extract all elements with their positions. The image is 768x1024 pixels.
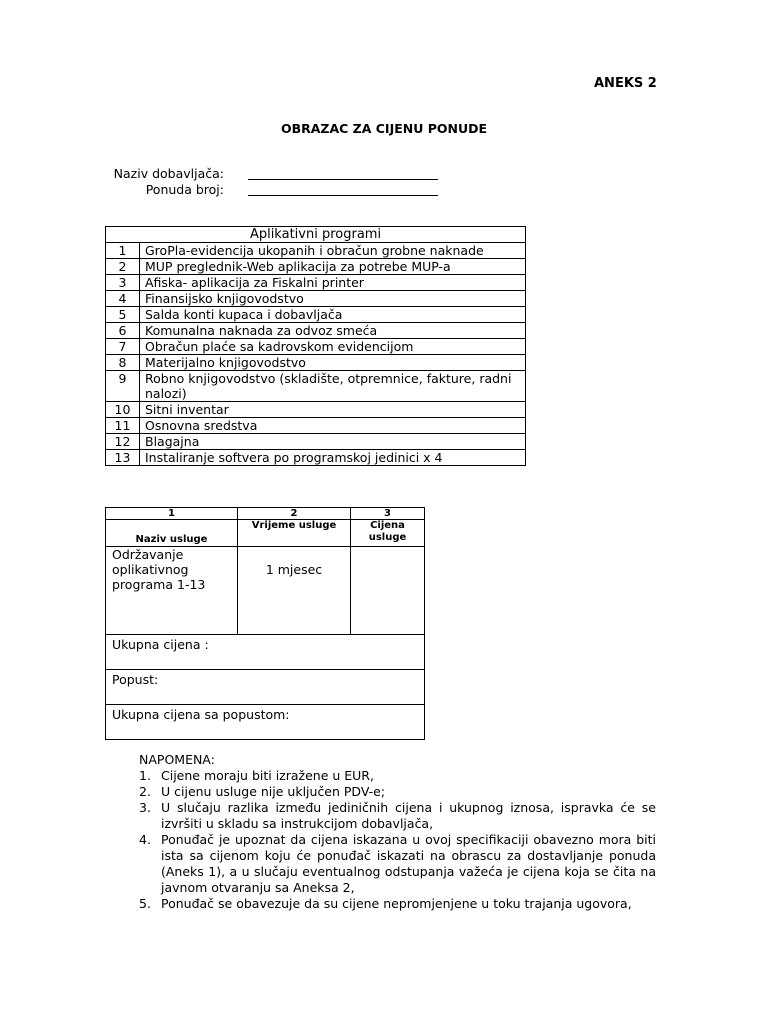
application-row [106,259,526,275]
column-number-row [106,508,425,520]
note-text: Ponuđač se obavezuje da su cijene nepromjenjene u toku trajanja ugovora, [161,896,632,911]
note-item [139,832,656,896]
note-number: 2. [139,784,151,799]
application-row [106,355,526,371]
application-row [106,371,526,402]
offer-number-field[interactable] [248,195,438,196]
application-number: 10 [106,402,140,418]
offer-number-label: Ponuda broj: [145,182,224,197]
application-number: 3 [106,275,140,291]
note-item [139,784,656,800]
supplier-name-label: Naziv dobavljača: [113,166,224,181]
applications-table-header: Aplikativni programi [106,227,526,243]
application-row [106,323,526,339]
note-number: 5. [139,896,151,911]
column-header-service-time: Vrijeme usluge [238,520,351,547]
notes-heading: NAPOMENA: [139,752,215,767]
service-price-cell[interactable] [351,547,425,635]
application-number: 11 [106,418,140,434]
column-header-service-price: Cijena usluge [351,520,425,547]
note-number: 4. [139,832,151,847]
application-row [106,434,526,450]
note-text: U cijenu usluge nije uključen PDV-e; [161,784,386,799]
discount-row [106,670,425,705]
application-number: 4 [106,291,140,307]
application-number: 12 [106,434,140,450]
note-text: U slučaju razlika između jediničnih cijena i ukupnog iznosa, ispravka će se izvršiti u skladu sa instrukcijom dobavljača, [161,800,656,831]
note-item [139,800,656,832]
note-text: Cijene moraju biti izražene u EUR, [161,768,374,783]
application-name: Materijalno knjigovodstvo [140,355,526,371]
discount-cell[interactable]: Popust: [106,670,425,705]
applications-table-body [106,243,526,466]
application-number: 1 [106,243,140,259]
price-table [105,507,425,740]
application-name: Komunalna naknada za odvoz smeća [140,323,526,339]
application-name: Instaliranje softvera po programskoj jedinici x 4 [140,450,526,466]
application-number: 2 [106,259,140,275]
supplier-name-field[interactable] [248,179,438,180]
application-row [106,402,526,418]
application-number: 5 [106,307,140,323]
application-name: Blagajna [140,434,526,450]
application-number: 6 [106,323,140,339]
note-item [139,896,656,912]
note-item [139,768,656,784]
application-name: Robno knjigovodstvo (skladište, otpremnice, fakture, radni nalozi) [140,371,526,402]
application-name: Osnovna sredstva [140,418,526,434]
service-name-cell: Održavanje oplikativnog programa 1-13 [106,547,238,635]
application-name: GroPla-evidencija ukopanih i obračun grobne naknade [140,243,526,259]
application-number: 8 [106,355,140,371]
service-time-cell: 1 mjesec [238,547,351,635]
column-number: 3 [351,508,425,520]
application-number: 9 [106,371,140,402]
total-price-cell[interactable]: Ukupna cijena : [106,635,425,670]
column-number: 2 [238,508,351,520]
note-number: 1. [139,768,151,783]
notes-section [139,752,656,912]
application-row [106,339,526,355]
application-name: Salda konti kupaca i dobavljača [140,307,526,323]
applications-table [105,226,526,466]
application-row [106,418,526,434]
application-row [106,291,526,307]
application-row [106,307,526,323]
column-number: 1 [106,508,238,520]
note-text: Ponuđač je upoznat da cijena iskazana u ovoj specifikaciji obavezno mora biti ista sa cijenom koju će ponuđač iskazati na obrascu za dostavljanje ponuda (Aneks 1), a u slučaju eventualnog odstupanja važeća je cijena koja se čita na javnom otvaranju sa Aneksa 2, [161,832,656,895]
total-row [106,635,425,670]
application-number: 7 [106,339,140,355]
application-name: Afiska- aplikacija za Fiskalni printer [140,275,526,291]
total-with-discount-row [106,705,425,740]
form-title: OBRAZAC ZA CIJENU PONUDE [280,121,488,136]
application-row [106,243,526,259]
application-name: Finansijsko knjigovodstvo [140,291,526,307]
application-number: 13 [106,450,140,466]
application-name: MUP preglednik-Web aplikacija za potrebe MUP-a [140,259,526,275]
application-row [106,450,526,466]
application-name: Obračun plaće sa kadrovskom evidencijom [140,339,526,355]
annex-label: ANEKS 2 [594,76,657,91]
service-row [106,547,425,635]
column-header-row [106,520,425,547]
column-header-service-name: Naziv usluge [106,520,238,547]
notes-list [139,768,656,912]
application-row [106,275,526,291]
application-name: Sitni inventar [140,402,526,418]
total-with-discount-cell[interactable]: Ukupna cijena sa popustom: [106,705,425,740]
note-number: 3. [139,800,151,815]
